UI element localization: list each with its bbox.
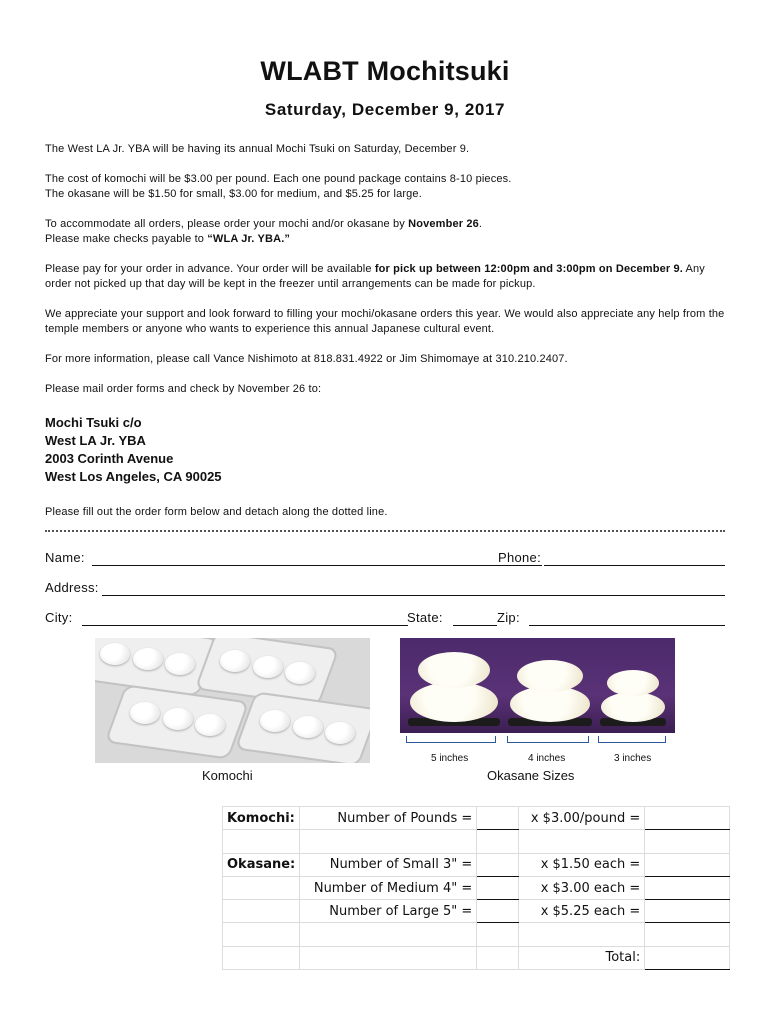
checks-payable-text: Please make checks payable to bbox=[45, 233, 208, 245]
medium-price: x $3.00 each = bbox=[519, 876, 645, 899]
address-field[interactable] bbox=[102, 595, 725, 596]
address-label: Address: bbox=[45, 580, 99, 595]
phone-field[interactable] bbox=[544, 565, 725, 566]
total-label: Total: bbox=[519, 946, 645, 969]
medium-subtotal-input[interactable] bbox=[645, 876, 730, 899]
contact-info-paragraph: For more information, please call Vance Nishimoto at 818.831.4922 or Jim Shimomaye at 310.210.2407. bbox=[45, 353, 568, 365]
detach-line bbox=[45, 530, 725, 532]
phone-label: Phone: bbox=[498, 550, 542, 565]
large-price: x $5.25 each = bbox=[519, 900, 645, 923]
zip-label: Zip: bbox=[497, 610, 520, 625]
order-table bbox=[222, 806, 730, 970]
city-state-zip-row bbox=[45, 610, 725, 630]
name-label: Name: bbox=[45, 550, 85, 565]
detach-instructions: Please fill out the order form below and detach along the dotted line. bbox=[45, 506, 388, 518]
address-line: West LA Jr. YBA bbox=[45, 433, 146, 448]
mailing-address bbox=[45, 414, 445, 486]
medium-label: Number of Medium 4" = bbox=[300, 876, 477, 899]
komochi-cost-text: The cost of komochi will be $3.00 per pound. Each one pound package contains 8-10 pieces. bbox=[45, 173, 512, 185]
state-label: State: bbox=[407, 610, 443, 625]
address-line: Mochi Tsuki c/o bbox=[45, 415, 142, 430]
city-field[interactable] bbox=[82, 625, 408, 626]
size-label-5in: 5 inches bbox=[431, 753, 469, 764]
pounds-label: Number of Pounds = bbox=[300, 807, 477, 830]
event-date: Saturday, December 9, 2017 bbox=[264, 100, 506, 119]
large-label: Number of Large 5" = bbox=[300, 900, 477, 923]
komochi-photo bbox=[95, 638, 370, 763]
order-deadline-paragraph bbox=[45, 217, 730, 247]
table-row bbox=[223, 830, 730, 853]
order-deadline-date: November 26 bbox=[408, 218, 479, 230]
small-price: x $1.50 each = bbox=[519, 853, 645, 876]
small-size-bracket bbox=[598, 736, 666, 743]
order-deadline-end: . bbox=[478, 218, 483, 230]
cost-paragraph bbox=[45, 172, 730, 202]
name-phone-row bbox=[45, 550, 725, 570]
pound-price: x $3.00/pound = bbox=[519, 807, 645, 830]
payment-text: Please pay for your order in advance. Your order will be available bbox=[45, 263, 375, 275]
small-label: Number of Small 3" = bbox=[300, 853, 477, 876]
small-qty-input[interactable] bbox=[477, 853, 519, 876]
table-row bbox=[223, 900, 730, 923]
table-row bbox=[223, 876, 730, 899]
okasane-cost-text: The okasane will be $1.50 for small, $3.00 for medium, and $5.25 for large. bbox=[45, 188, 422, 200]
large-size-bracket bbox=[406, 736, 496, 743]
pounds-input[interactable] bbox=[477, 807, 519, 830]
payment-paragraph bbox=[45, 262, 730, 292]
okasane-label: Okasane: bbox=[223, 853, 300, 876]
pickup-time-text: for pick up between 12:00pm and 3:00pm on December 9. bbox=[374, 263, 683, 275]
table-row bbox=[223, 807, 730, 830]
table-row bbox=[223, 853, 730, 876]
address-line: 2003 Corinth Avenue bbox=[45, 451, 174, 466]
state-field[interactable] bbox=[453, 625, 497, 626]
page-title: WLABT Mochitsuki bbox=[260, 56, 510, 86]
intro-paragraph: The West LA Jr. YBA will be having its annual Mochi Tsuki on Saturday, December 9. bbox=[45, 143, 470, 155]
komochi-subtotal-input[interactable] bbox=[645, 807, 730, 830]
medium-size-bracket bbox=[507, 736, 589, 743]
total-input[interactable] bbox=[645, 946, 730, 969]
large-subtotal-input[interactable] bbox=[645, 900, 730, 923]
komochi-caption: Komochi bbox=[202, 768, 253, 783]
size-label-3in: 3 inches bbox=[614, 753, 652, 764]
table-row bbox=[223, 946, 730, 969]
checks-payee: “WLA Jr. YBA.” bbox=[207, 233, 291, 245]
small-subtotal-input[interactable] bbox=[645, 853, 730, 876]
medium-qty-input[interactable] bbox=[477, 876, 519, 899]
freezer-text: Any order not picked up that day will be kept in the freezer until arrangements can be made for pickup. bbox=[45, 263, 705, 290]
address-row bbox=[45, 580, 725, 600]
appreciation-paragraph: We appreciate your support and look forward to filling your mochi/okasane orders this year. We would also appreciate any help from the temple members or anyone who wants to experience this annual Japanese cultural event. bbox=[45, 308, 725, 335]
mail-instructions: Please mail order forms and check by November 26 to: bbox=[45, 383, 322, 395]
okasane-caption: Okasane Sizes bbox=[487, 768, 575, 783]
table-row bbox=[223, 923, 730, 946]
okasane-photo bbox=[400, 638, 675, 733]
order-deadline-text: To accommodate all orders, please order your mochi and/or okasane by bbox=[45, 218, 409, 230]
name-field[interactable] bbox=[92, 565, 542, 566]
large-qty-input[interactable] bbox=[477, 900, 519, 923]
size-label-4in: 4 inches bbox=[528, 753, 566, 764]
address-line: West Los Angeles, CA 90025 bbox=[45, 469, 222, 484]
city-label: City: bbox=[45, 610, 73, 625]
zip-field[interactable] bbox=[529, 625, 725, 626]
komochi-label: Komochi: bbox=[223, 807, 300, 830]
